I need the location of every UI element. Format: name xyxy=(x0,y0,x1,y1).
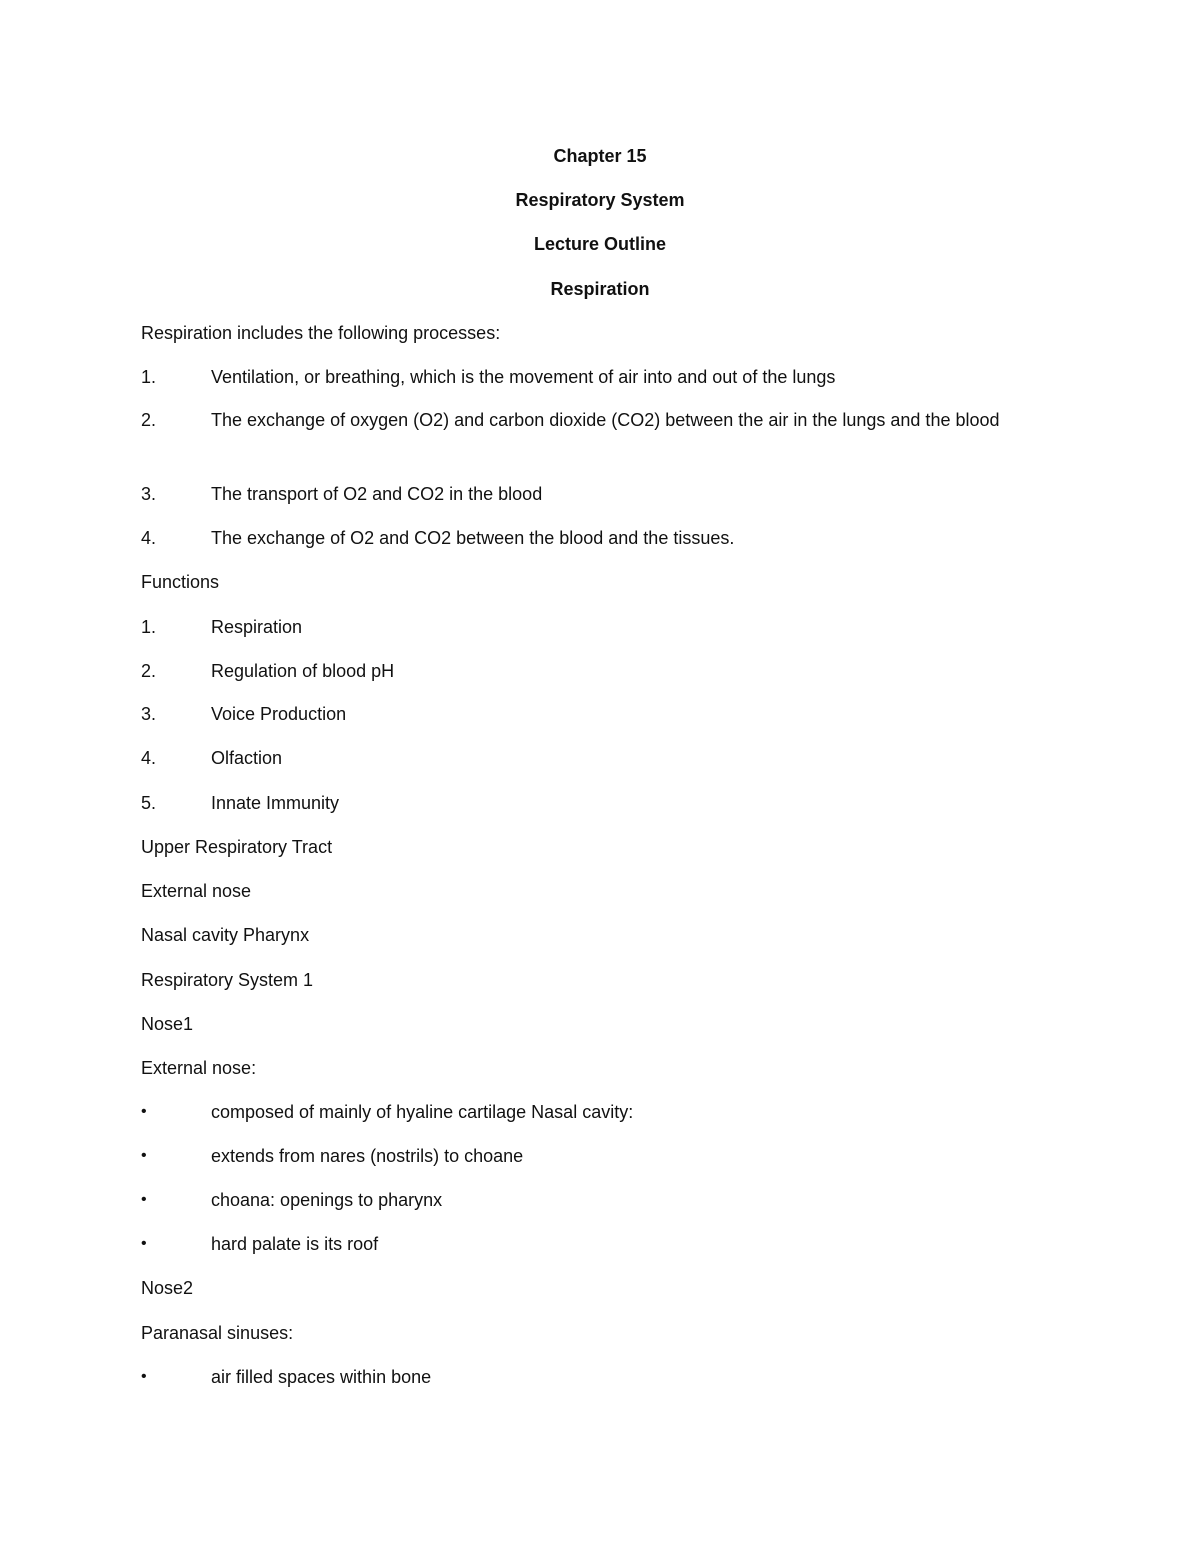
chapter-title: Chapter 15 xyxy=(553,146,647,166)
list-number: 2. xyxy=(141,410,157,430)
list-text: Regulation of blood pH xyxy=(211,661,395,681)
list-text: extends from nares (nostrils) to choane xyxy=(211,1146,524,1166)
list-text: composed of mainly of hyaline cartilage Nasal cavity: xyxy=(211,1102,634,1122)
list-number: 1. xyxy=(141,367,157,387)
list-text: hard palate is its roof xyxy=(211,1234,379,1254)
list-text: Ventilation, or breathing, which is the movement of air into and out of the lungs xyxy=(211,367,836,387)
nose1-heading: Nose1 xyxy=(141,1014,194,1034)
bullet-icon: • xyxy=(141,1191,147,1208)
list-number: 2. xyxy=(141,661,157,681)
list-number: 4. xyxy=(141,748,157,768)
list-text: Respiration xyxy=(211,617,303,637)
external-nose-heading: External nose: xyxy=(141,1058,257,1078)
resp-system-line: Respiratory System 1 xyxy=(141,970,314,990)
external-nose-line: External nose xyxy=(141,881,252,901)
list-text: The exchange of oxygen (O2) and carbon dioxide (CO2) between the air in the lungs and the blood xyxy=(211,410,1000,430)
list-number: 3. xyxy=(141,704,157,724)
list-text: The exchange of O2 and CO2 between the blood and the tissues. xyxy=(211,528,735,548)
list-number: 5. xyxy=(141,793,157,813)
bullet-icon: • xyxy=(141,1368,147,1385)
intro-text: Respiration includes the following processes: xyxy=(141,323,501,343)
bullet-icon: • xyxy=(141,1103,147,1120)
outline-title: Lecture Outline xyxy=(533,234,667,254)
list-number: 3. xyxy=(141,484,157,504)
paranasal-heading: Paranasal sinuses: xyxy=(141,1323,294,1343)
list-text: Innate Immunity xyxy=(211,793,340,813)
list-text: Olfaction xyxy=(211,748,283,768)
system-title: Respiratory System xyxy=(515,190,685,210)
list-item xyxy=(141,406,1041,435)
list-text: The transport of O2 and CO2 in the blood xyxy=(211,484,543,504)
nasal-pharynx-line: Nasal cavity Pharynx xyxy=(141,925,310,945)
functions-heading: Functions xyxy=(141,572,220,592)
list-number: 4. xyxy=(141,528,157,548)
upper-tract-heading: Upper Respiratory Tract xyxy=(141,837,333,857)
list-text: air filled spaces within bone xyxy=(211,1367,432,1387)
list-number: 1. xyxy=(141,617,157,637)
list-text: choana: openings to pharynx xyxy=(211,1190,443,1210)
list-text: Voice Production xyxy=(211,704,347,724)
nose2-heading: Nose2 xyxy=(141,1278,194,1298)
bullet-icon: • xyxy=(141,1147,147,1164)
bullet-icon: • xyxy=(141,1235,147,1252)
section-title: Respiration xyxy=(550,279,650,299)
